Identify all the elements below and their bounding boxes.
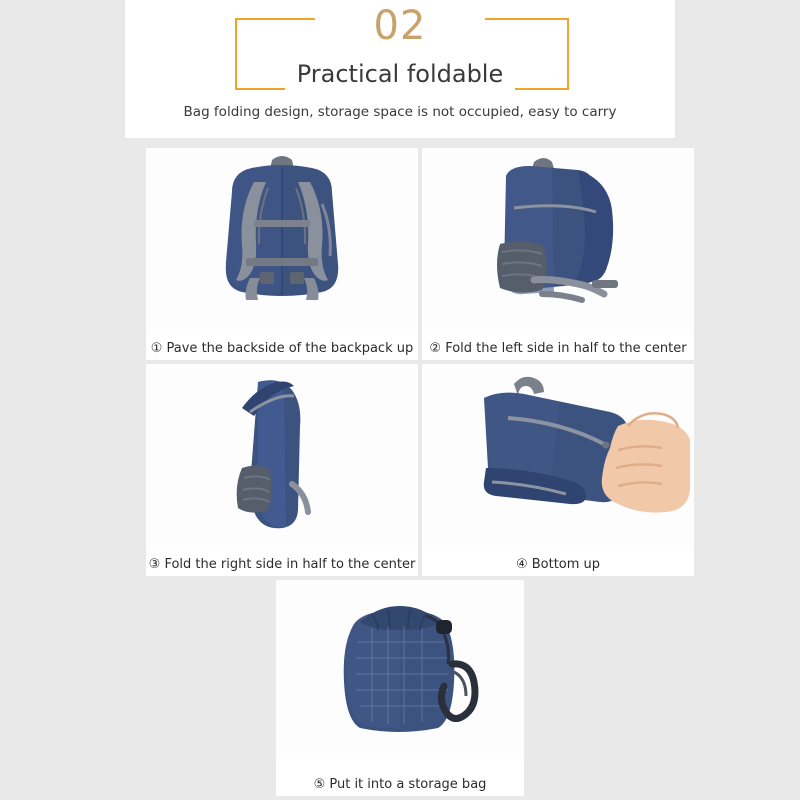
- backpack-bottom-up-hand-icon: [422, 364, 694, 550]
- step-card-1: [146, 148, 418, 360]
- step-card-3: [146, 364, 418, 576]
- step-4-photo: [422, 364, 694, 550]
- backpack-left-folded-icon: [422, 148, 694, 334]
- page-title: Practical foldable: [296, 60, 504, 88]
- header-panel: [125, 0, 675, 138]
- step-card-2: [422, 148, 694, 360]
- backpack-right-folded-icon: [146, 364, 418, 550]
- step-card-4: [422, 364, 694, 576]
- section-number: 02: [373, 3, 427, 49]
- step-5-photo: [276, 580, 524, 758]
- page-subtitle: Bag folding design, storage space is not occupied, easy to carry: [183, 104, 617, 120]
- step-1-photo: [146, 148, 418, 334]
- step-5-caption: ⑤ Put it into a storage bag: [313, 777, 487, 792]
- step-3-photo: [146, 364, 418, 550]
- storage-bag-icon: [276, 580, 524, 758]
- step-3-caption: ③ Fold the right side in half to the center: [148, 557, 416, 572]
- step-1-caption: ① Pave the backside of the backpack up: [150, 341, 414, 356]
- step-4-caption: ④ Bottom up: [515, 557, 601, 572]
- step-card-5: [276, 580, 524, 796]
- step-2-caption: ② Fold the left side in half to the center: [429, 341, 687, 356]
- backpack-back-flat-icon: [146, 148, 418, 334]
- step-2-photo: [422, 148, 694, 334]
